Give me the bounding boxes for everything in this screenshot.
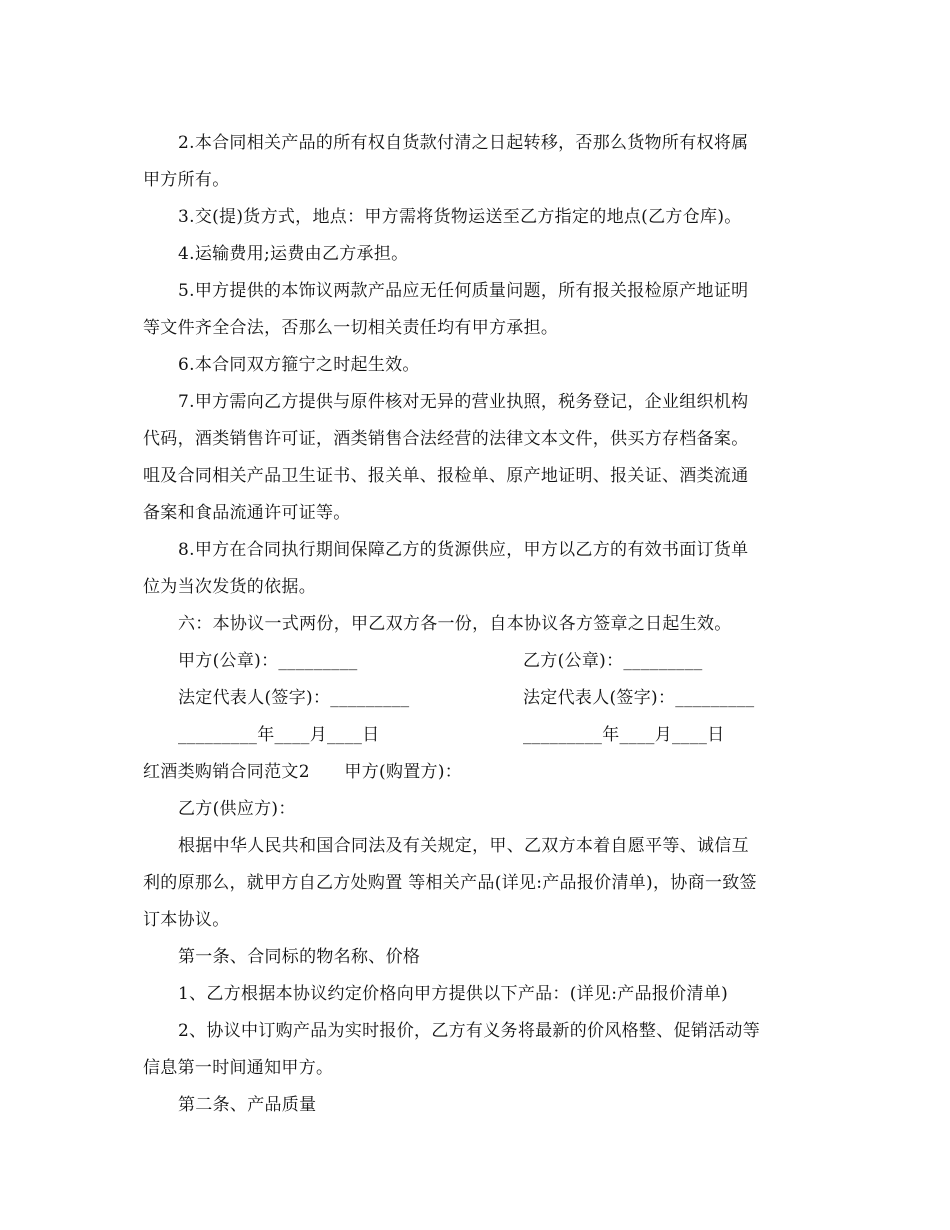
clause-5-line-1: 5.甲方提供的本饰议两款产品应无任何质量问题，所有报关报检原产地证明 [178,281,749,301]
clause-7-line-3: 咀及合同相关产品卫生证书、报关单、报检单、原产地证明、报关证、酒类流通 [143,466,749,486]
clause-7-line-2: 代码，酒类销售许可证，酒类销售合法经营的法律文本文件，供买方存档备案。 [143,429,749,449]
party-b-representative: 法定代表人(签字)：_________ [523,688,755,708]
intro-line-1: 根据中华人民共和国合同法及有关规定，甲、乙双方本着自愿平等、诚信互 [178,836,749,856]
party-b-date: _________年____月____日 [523,725,725,745]
section-six: 六：本协议一式两份，甲乙双方各一份，自本协议各方签章之日起生效。 [178,614,732,634]
second-contract-party-b: 乙方(供应方)： [178,799,296,819]
party-b-seal: 乙方(公章)：_________ [523,651,703,671]
clause-5-line-2: 等文件齐全合法，否那么一切相关责任均有甲方承担。 [143,318,559,338]
party-a-seal: 甲方(公章)：_________ [178,651,358,671]
clause-7-line-4: 备案和食品流通许可证等。 [143,503,351,523]
intro-line-2: 利的原那么，就甲方自乙方处购置 等相关产品(详见:产品报价清单)，协商一致签 [143,873,757,893]
article-1-heading: 第一条、合同标的物名称、价格 [178,947,421,967]
intro-line-3: 订本协议。 [143,910,230,930]
party-a-representative: 法定代表人(签字)：_________ [178,688,410,708]
clause-7-line-1: 7.甲方需向乙方提供与原件核对无异的营业执照，税务登记，企业组织机构 [178,392,749,412]
clause-6: 6.本合同双方箍宁之时起生效。 [178,355,420,375]
second-contract-title: 红酒类购销合同范文2 甲方(购置方)： [143,762,463,782]
clause-4: 4.运输费用;运费由乙方承担。 [178,244,409,264]
clause-2-line-2: 甲方所有。 [143,170,230,190]
clause-3: 3.交(提)货方式，地点：甲方需将货物运送至乙方指定的地点(乙方仓库)。 [178,207,742,227]
clause-8-line-2: 位为当次发货的依据。 [143,577,316,597]
clause-8-line-1: 8.甲方在合同执行期间保障乙方的货源供应，甲方以乙方的有效书面订货单 [178,540,749,560]
article-1-item-2-line-2: 信息第一时间通知甲方。 [143,1058,334,1078]
clause-2-line-1: 2.本合同相关产品的所有权自货款付清之日起转移，否那么货物所有权将属 [178,133,749,153]
party-a-date: _________年____月____日 [178,725,380,745]
article-1-item-1: 1、乙方根据本协议约定价格向甲方提供以下产品：(详见:产品报价清单) [178,984,729,1004]
article-1-item-2-line-1: 2、协议中订购产品为实时报价，乙方有义务将最新的价风格整、促销活动等 [178,1021,761,1041]
article-2-heading: 第二条、产品质量 [178,1095,317,1115]
